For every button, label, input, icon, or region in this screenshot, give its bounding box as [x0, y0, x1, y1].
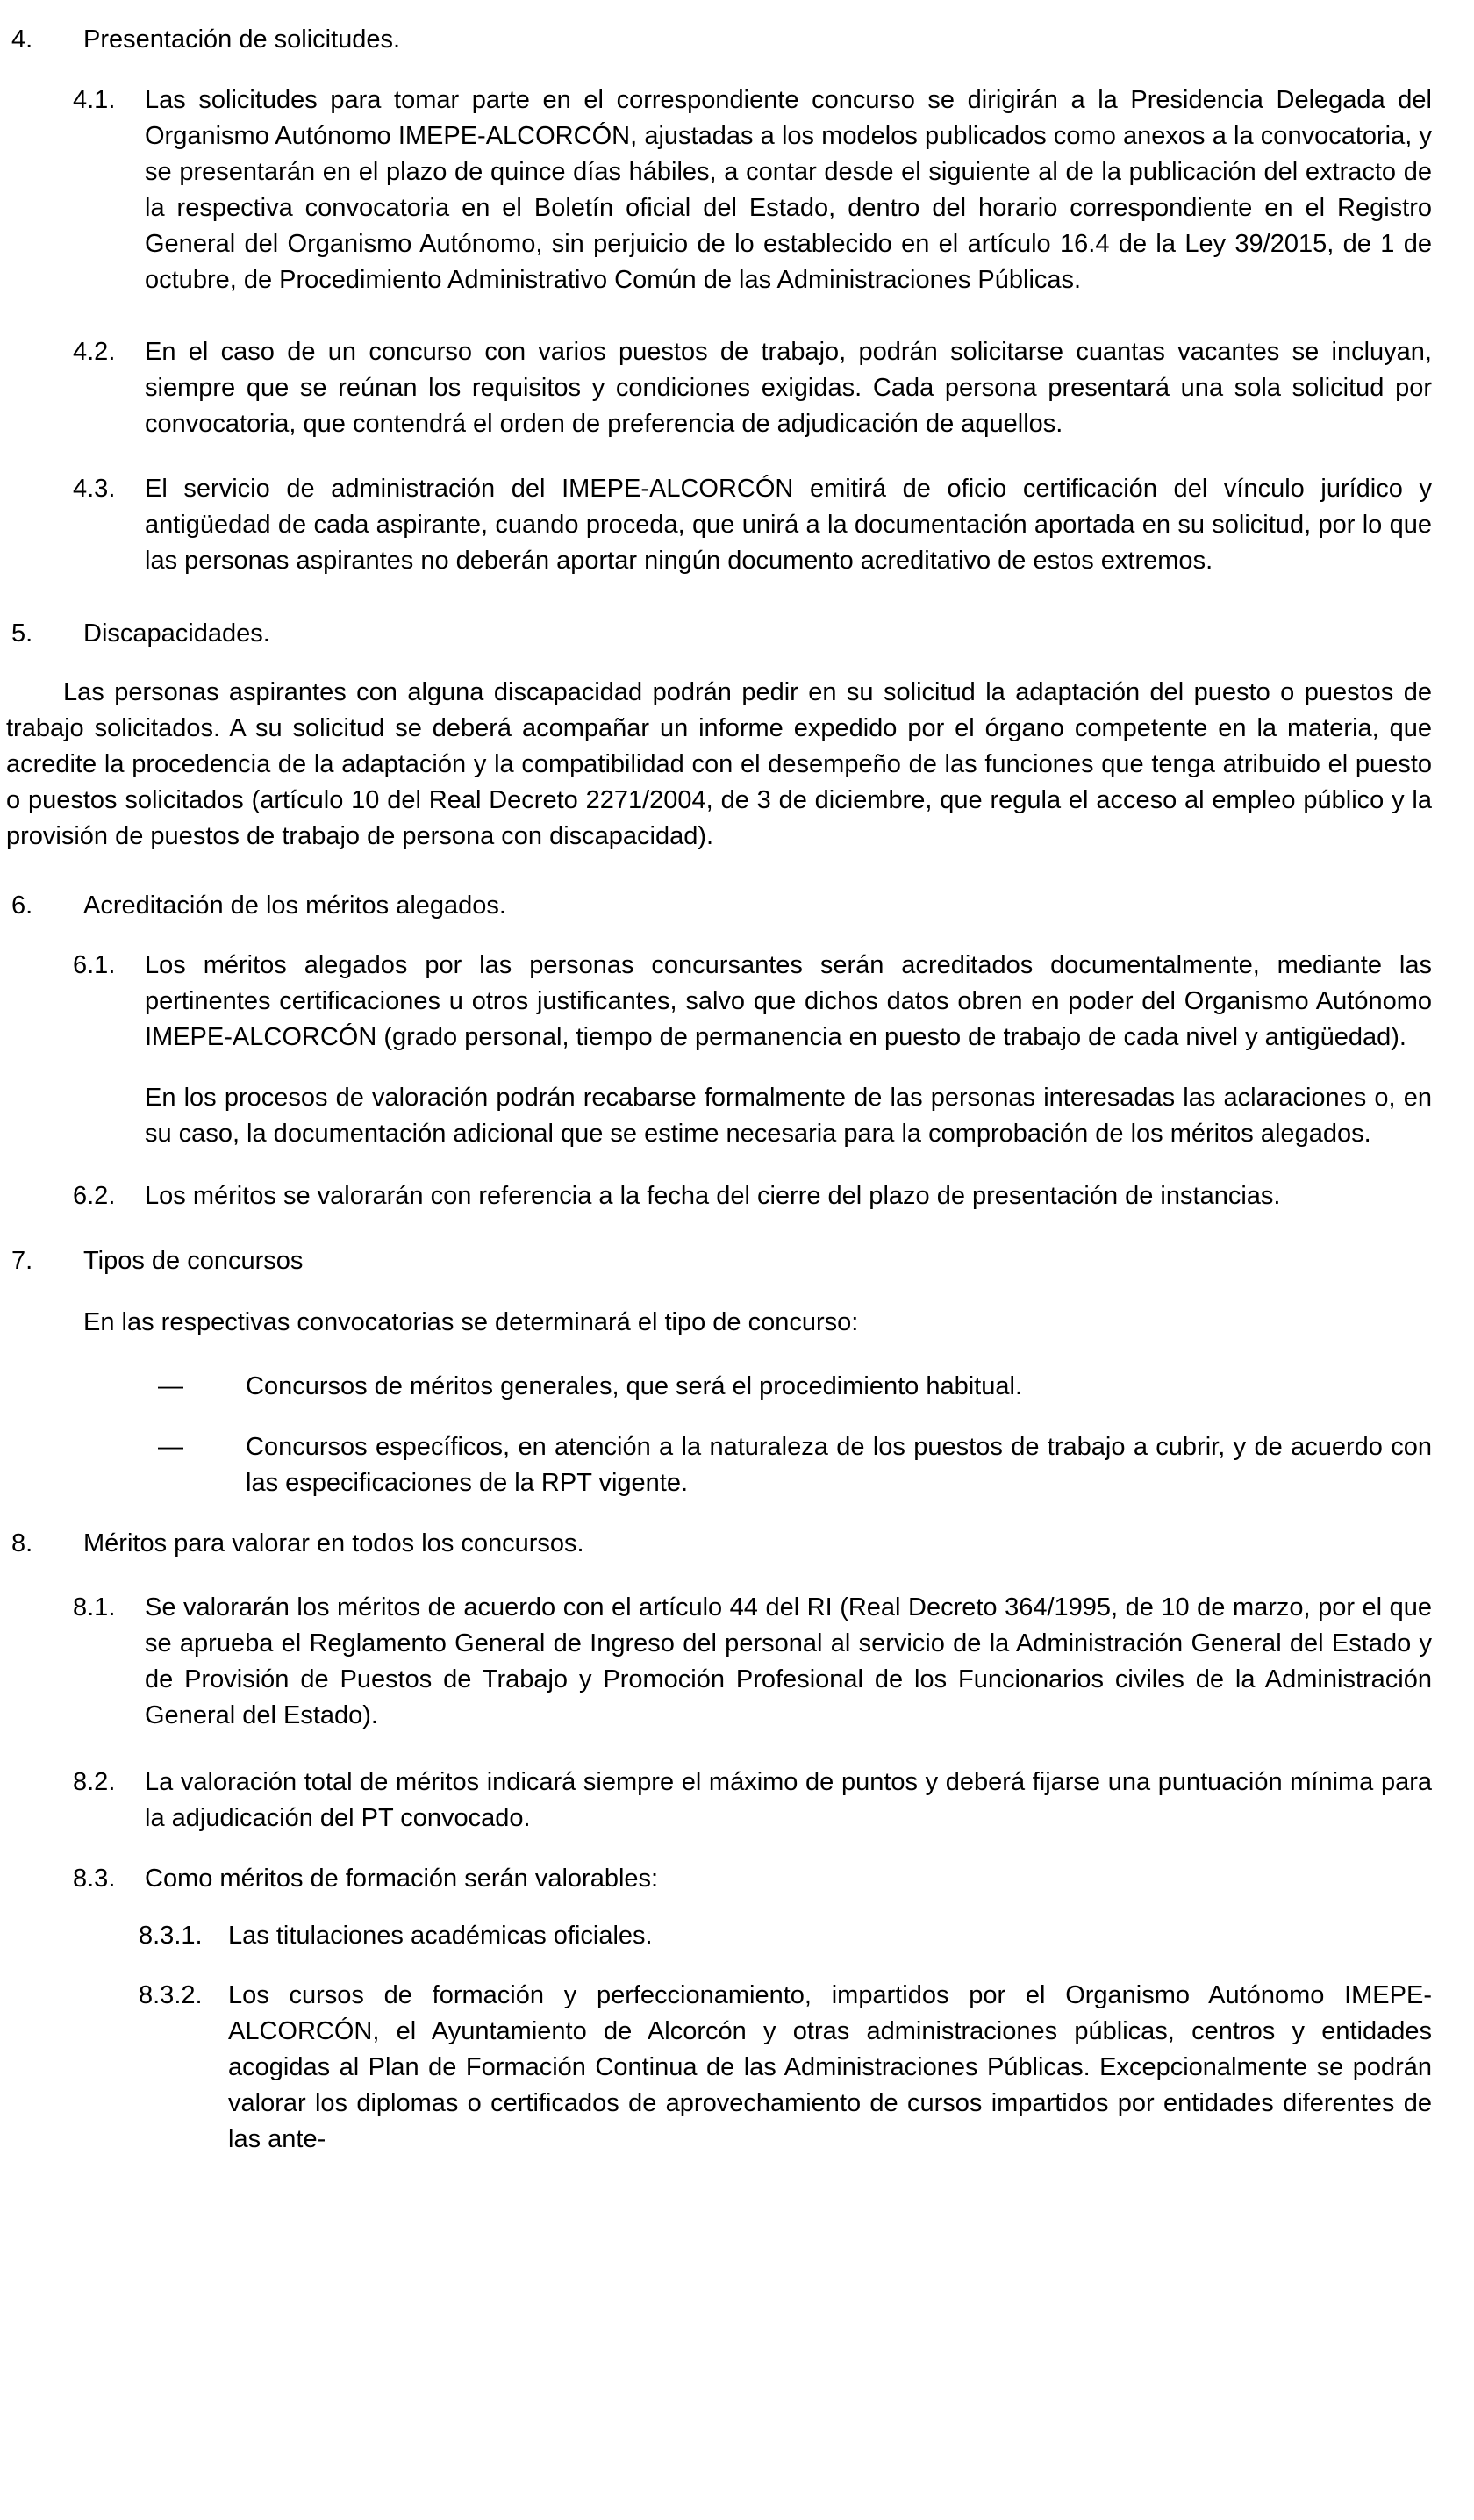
- clause-6-1: [0, 948, 1432, 1056]
- section-title: Presentación de solicitudes.: [83, 25, 401, 54]
- clause-6-1-continuation: [0, 1080, 1432, 1152]
- clause-8-1: [0, 1590, 1432, 1734]
- clause-number: 8.1.: [73, 1593, 116, 1622]
- paragraph-text: Las personas aspirantes con alguna discapacidad podrán pedir en su solicitud la adaptación del puesto o puestos de trabajo solicitados. A su solicitud se deberá acompañar un informe expedido por el órgano competente en la materia, que acredite la procedencia de la adaptación y la compatibilidad con el desempeño de las funciones que tenga atribuido el puesto o puestos solicitados (artículo 10 del Real Decreto 2271/2004, de 3 de diciembre, que regula el acceso al empleo público y la provisión de puestos de trabajo de persona con discapacidad).: [6, 678, 1432, 850]
- dash-item-2: [0, 1429, 1432, 1501]
- clause-6-2: [0, 1178, 1432, 1214]
- clause-8-3: [0, 1861, 1432, 1897]
- clause-number: 8.2.: [73, 1768, 116, 1796]
- dash-item-1: [0, 1369, 1432, 1405]
- clause-4-3: [0, 471, 1432, 579]
- section-number: 5.: [11, 619, 33, 648]
- clause-number: 8.3.1.: [139, 1922, 203, 1950]
- section-title: Méritos para valorar en todos los concursos.: [83, 1529, 584, 1557]
- paragraph-text: En los procesos de valoración podrán recabarse formalmente de las personas interesadas las aclaraciones o, en su caso, la documentación adicional que se estime necesaria para la comprobación de los méritos alegados.: [145, 1084, 1432, 1148]
- clause-text: Los cursos de formación y perfeccionamiento, impartidos por el Organismo Autónomo IMEPE-ALCORCÓN, el Ayuntamiento de Alcorcón y otras administraciones públicas, centros y entidades acogidas al Plan de Formación Continua de las Administraciones Públicas. Excepcionalmente se podrán valorar los diplomas o certificados de aprovechamiento de cursos impartidos por entidades diferentes de las ante-: [228, 1981, 1432, 2153]
- section-number: 7.: [11, 1247, 33, 1275]
- section-5-paragraph: [0, 675, 1432, 855]
- section-heading-7: [0, 1243, 1432, 1279]
- clause-text: El servicio de administración del IMEPE-ALCORCÓN emitirá de oficio certificación del vínculo jurídico y antigüedad de cada aspirante, cuando proceda, que unirá a la documentación aportada en su solicitud, por lo que las personas aspirantes no deberán aportar ningún documento acreditativo de estos extremos.: [145, 475, 1432, 575]
- dash-item-text: Concursos de méritos generales, que será el procedimiento habitual.: [246, 1372, 1022, 1400]
- clause-text: Se valorarán los méritos de acuerdo con el artículo 44 del RI (Real Decreto 364/1995, de 10 de marzo, por el que se aprueba el Reglamento General de Ingreso del personal al servicio de la Administración General del Estado y de Provisión de Puestos de Trabajo y Promoción Profesional de los Funcionarios civiles de la Administración General del Estado).: [145, 1593, 1432, 1729]
- clause-number: 6.2.: [73, 1182, 116, 1210]
- section-number: 8.: [11, 1529, 33, 1557]
- clause-4-1: [0, 82, 1432, 298]
- clause-number: 4.3.: [73, 475, 116, 503]
- section-title: Acreditación de los méritos alegados.: [83, 891, 506, 920]
- section-heading-6: [0, 888, 1432, 924]
- clause-number: 4.1.: [73, 86, 116, 114]
- clause-8-3-1: [0, 1918, 1432, 1954]
- clause-text: Los méritos alegados por las personas concursantes serán acreditados documentalmente, mediante las pertinentes certificaciones u otros justificantes, salvo que dichos datos obren en poder del Organismo Autónomo IMEPE-ALCORCÓN (grado personal, tiempo de permanencia en puesto de trabajo de cada nivel y antigüedad).: [145, 951, 1432, 1051]
- section-heading-4: [0, 22, 1432, 58]
- paragraph-text: En las respectivas convocatorias se determinará el tipo de concurso:: [83, 1308, 859, 1336]
- section-heading-5: [0, 616, 1432, 652]
- clause-number: 4.2.: [73, 338, 116, 366]
- section-title: Discapacidades.: [83, 619, 270, 648]
- clause-8-2: [0, 1765, 1432, 1836]
- clause-text: Las titulaciones académicas oficiales.: [228, 1922, 653, 1950]
- section-number: 4.: [11, 25, 33, 54]
- clause-8-3-2: [0, 1978, 1432, 2158]
- clause-number: 8.3.: [73, 1865, 116, 1893]
- dash-item-text: Concursos específicos, en atención a la naturaleza de los puestos de trabajo a cubrir, y de acuerdo con las especificaciones de la RPT vigente.: [246, 1433, 1432, 1497]
- section-heading-8: [0, 1526, 1432, 1562]
- clause-number: 8.3.2.: [139, 1981, 203, 2009]
- clause-text: La valoración total de méritos indicará siempre el máximo de puntos y deberá fijarse una puntuación mínima para la adjudicación del PT convocado.: [145, 1768, 1432, 1832]
- clause-text: Los méritos se valorarán con referencia a la fecha del cierre del plazo de presentación de instancias.: [145, 1182, 1281, 1210]
- clause-text: Como méritos de formación serán valorables:: [145, 1865, 659, 1893]
- dash-bullet: —: [158, 1372, 183, 1400]
- clause-text: Las solicitudes para tomar parte en el correspondiente concurso se dirigirán a la Presidencia Delegada del Organismo Autónomo IMEPE-ALCORCÓN, ajustadas a los modelos publicados como anexos a la convocatoria, y se presentarán en el plazo de quince días hábiles, a contar desde el siguiente al de la publicación del extracto de la respectiva convocatoria en el Boletín oficial del Estado, dentro del horario correspondiente en el Registro General del Organismo Autónomo, sin perjuicio de lo establecido en el artículo 16.4 de la Ley 39/2015, de 1 de octubre, de Procedimiento Administrativo Común de las Administraciones Públicas.: [145, 86, 1432, 294]
- section-title: Tipos de concursos: [83, 1247, 304, 1275]
- section-7-intro: [0, 1305, 1432, 1341]
- clause-4-2: [0, 334, 1432, 442]
- dash-bullet: —: [158, 1433, 183, 1461]
- clause-text: En el caso de un concurso con varios puestos de trabajo, podrán solicitarse cuantas vacantes se incluyan, siempre que se reúnan los requisitos y condiciones exigidas. Cada persona presentará una sola solicitud por convocatoria, que contendrá el orden de preferencia de adjudicación de aquellos.: [145, 338, 1432, 438]
- section-number: 6.: [11, 891, 33, 920]
- clause-number: 6.1.: [73, 951, 116, 979]
